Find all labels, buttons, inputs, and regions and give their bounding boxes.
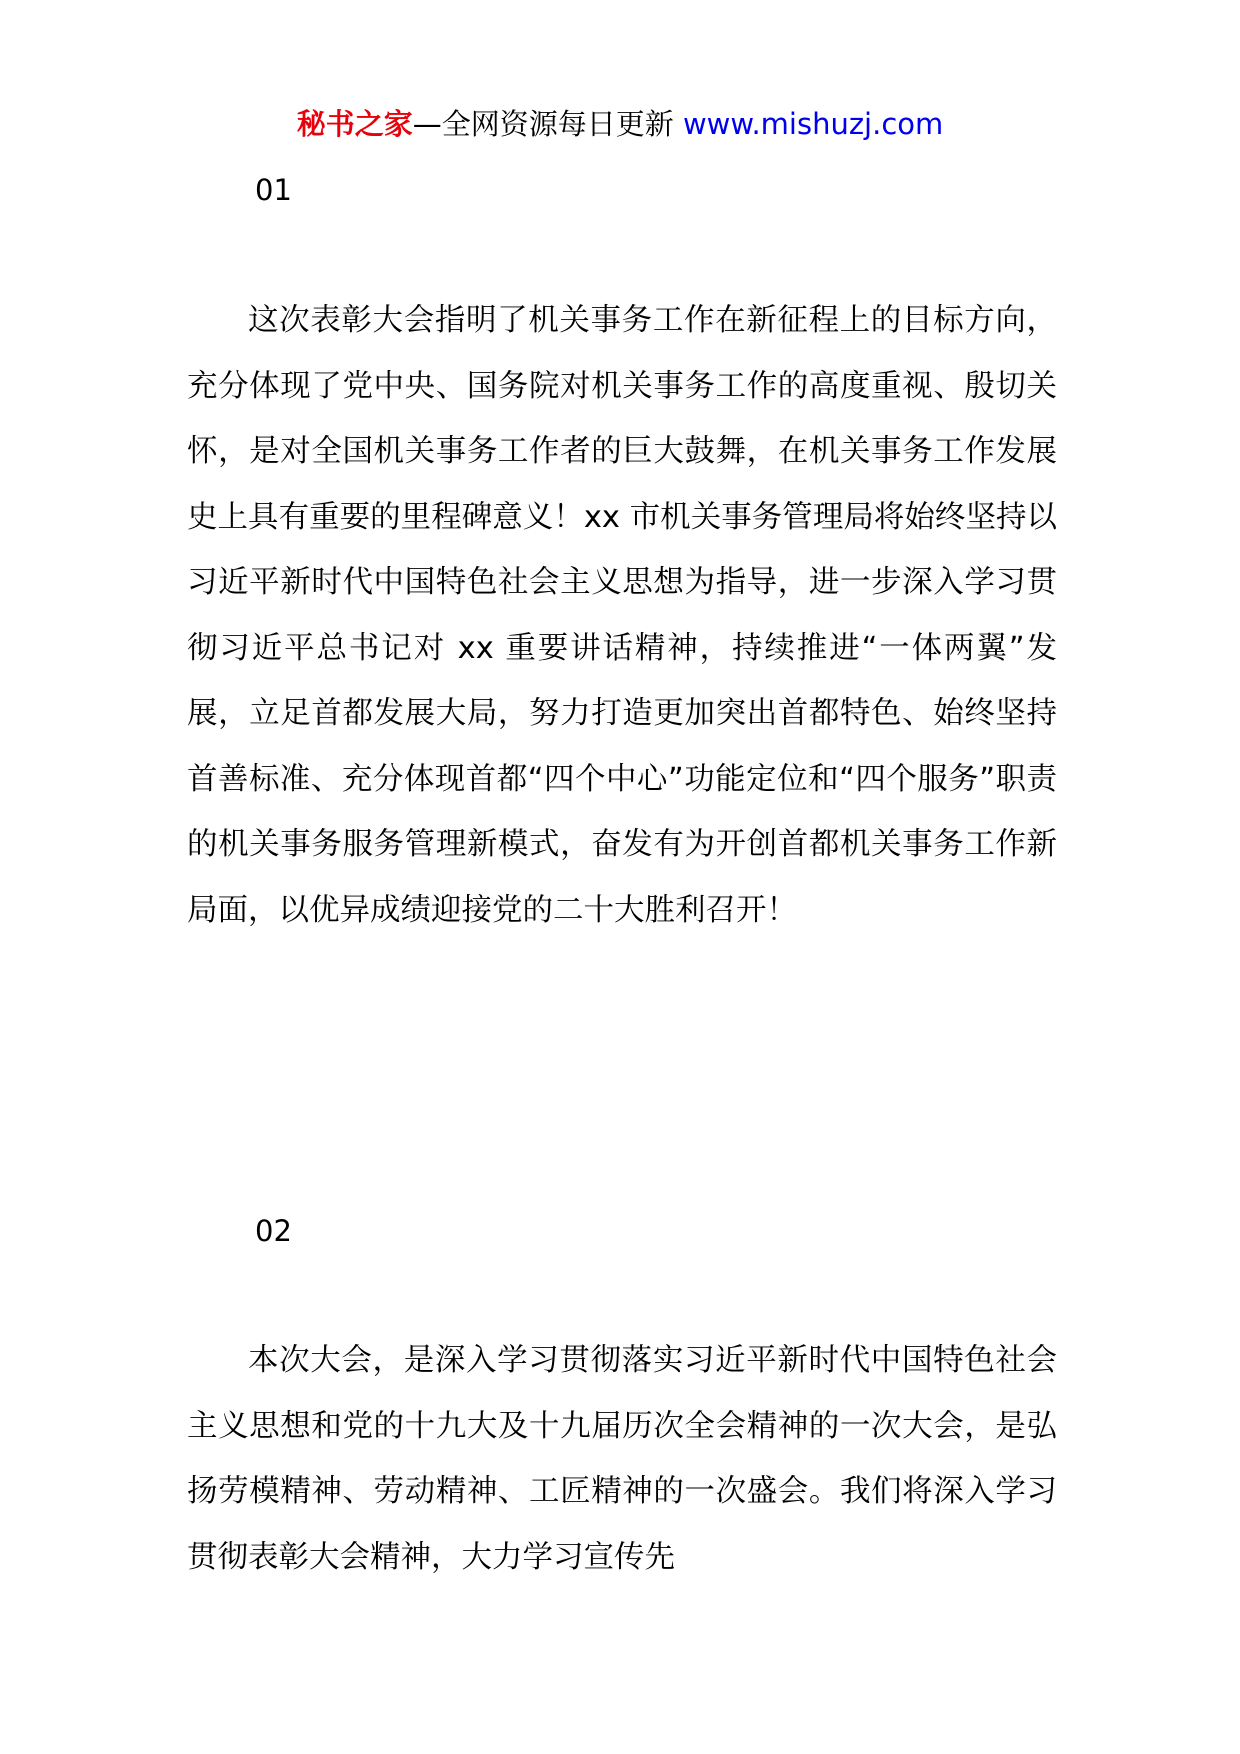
site-header [0, 104, 1240, 144]
section-paragraph: 这次表彰大会指明了机关事务工作在新征程上的目标方向，充分体现了党中央、国务院对机关事务工作的高度重视、殷切关怀，是对全国机关事务工作者的巨大鼓舞，在机关事务工作发展史上具有重要的里程碑意义！xx 市机关事务管理局将始终坚持以习近平新时代中国特色社会主义思想为指导，进一步深入学习贯彻习近平总书记对 xx 重要讲话精神，持续推进“一体两翼”发展，立足首都发展大局，努力打造更加突出首都特色、始终坚持首善标准、充分体现首都“四个中心”功能定位和“四个服务”职责的机关事务服务管理新模式，奋发有为开创首都机关事务工作新局面，以优异成绩迎接党的二十大胜利召开！ [187, 303, 1057, 928]
section-paragraph: 本次大会，是深入学习贯彻落实习近平新时代中国特色社会主义思想和党的十九大及十九届历次全会精神的一次大会，是弘扬劳模精神、劳动精神、工匠精神的一次盛会。我们将深入学习贯彻表彰大会精神，大力学习宣传先 [187, 1343, 1057, 1575]
brand-name: 秘书之家 [296, 107, 413, 141]
header-slogan: —全网资源每日更新 [412, 107, 674, 141]
site-url-link[interactable]: www.mishuzj.com [682, 107, 944, 141]
section-number: 02 [255, 1214, 292, 1248]
section-number: 01 [255, 173, 292, 207]
